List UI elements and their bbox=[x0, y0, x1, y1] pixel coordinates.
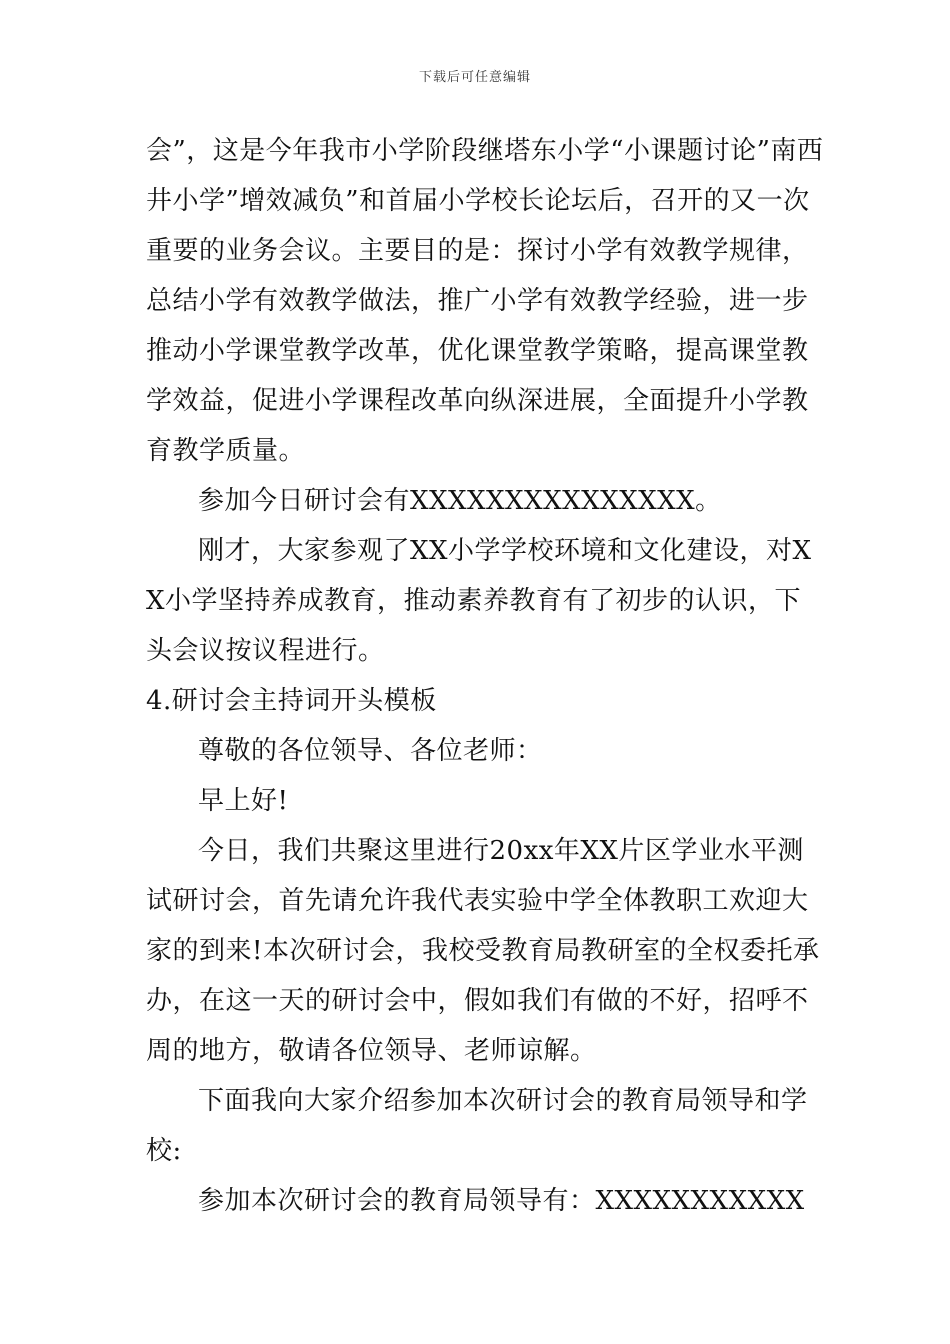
document-body bbox=[146, 126, 826, 1226]
paragraph-introduction: 下面我向大家介绍参加本次研讨会的教育局领导和学校: bbox=[146, 1086, 808, 1166]
paragraph-school-visit: 刚才，大家参观了XX小学学校环境和文化建设，对XX小学坚持养成教育，推动素养教育有了初步的认识，下头会议按议程进行。 bbox=[146, 536, 812, 666]
paragraph-salutation: 尊敬的各位领导、各位老师： bbox=[198, 736, 543, 766]
page-header-note: 下载后可任意编辑 bbox=[418, 70, 531, 85]
paragraph-meeting-purpose: 会”，这是今年我市小学阶段继塔东小学“小课题讨论”南西井小学”增效减负”和首届小学校长论坛后，召开的又一次重要的业务会议。主要目的是：探讨小学有效教学规律，总结小学有效教学做法，推广小学有效教学经验，进一步推动小学课堂教学改革，优化课堂教学策略，提高课堂教学效益，促进小学课程改革向纵深进展，全面提升小学教育教学质量。 bbox=[146, 136, 824, 466]
paragraph-attendees: 参加今日研讨会有XXXXXXXXXXXXXXX。 bbox=[198, 486, 722, 516]
section-heading: 4.研讨会主持词开头模板 bbox=[146, 686, 437, 716]
paragraph-leaders: 参加本次研讨会的教育局领导有：XXXXXXXXXXX bbox=[198, 1186, 805, 1216]
paragraph-welcome: 今日，我们共聚这里进行20xx年XX片区学业水平测试研讨会，首先请允许我代表实验中学全体教职工欢迎大家的到来!本次研讨会，我校受教育局教研室的全权委托承办，在这一天的研讨会中，假如我们有做的不好，招呼不周的地方，敬请各位领导、老师谅解。 bbox=[146, 836, 820, 1066]
paragraph-greeting: 早上好! bbox=[198, 786, 289, 816]
